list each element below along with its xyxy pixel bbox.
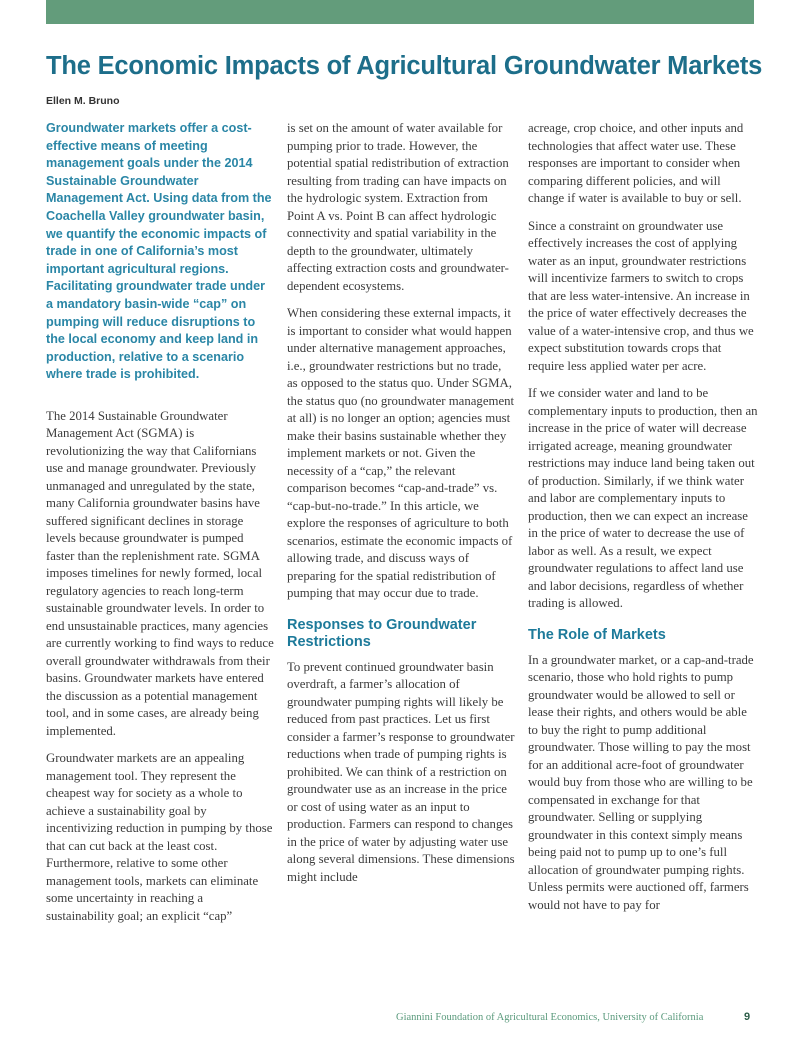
section-heading-role-of-markets: The Role of Markets [528, 626, 666, 643]
section-heading-responses: Responses to Groundwater Restrictions [287, 616, 477, 650]
paragraph: In a groundwater market, or a cap-and-trade scenario, those who hold rights to pump groundwater would be allowed to sell or lease their rights, and others would be able to buy the right to pump additional groundwater. Those willing to pay the most for an additional acre-foot of groundwater would buy from those who are willing to be compensated in exchange for that groundwater. Selling or supplying groundwater in this context simply means being paid not to pump up to one’s full allocation of groundwater pumping rights. Unless permits were auctioned off, farmers would not have to pay for [528, 652, 754, 912]
abstract: Groundwater markets offer a cost-effective means of meeting management goals under the 2014 Sustainable Groundwater Management Act. Using data from the Coachella Valley groundwater basin, we quantify the economic impacts of trade in one of California’s most important agricultural regions. Facilitating groundwater trade under a mandatory basin-wide “cap” on pumping will reduce disruptions to the local economy and keep land in production, relative to a scenario where trade is prohibited. [46, 121, 272, 382]
column-3 [528, 120, 760, 924]
page-number: 9 [744, 1011, 751, 1023]
article-title: The Economic Impacts of Agricultural Groundwater Markets [46, 52, 763, 80]
paragraph: If we consider water and land to be complementary inputs to production, then an increase in the price of water will decrease irrigated acreage, meaning groundwater restrictions may induce land being taken out of production. Similarly, if we think water and labor are complementary inputs to production, then we can expect an increase in the price of water to decrease the use of labor as well. As a result, we expect groundwater regulations to affect land use and labor decisions, regardless of whether trading is allowed. [528, 386, 758, 610]
paragraph: is set on the amount of water available for pumping prior to trade. However, the potential spatial redistribution of extraction resulting from trading can have impacts on the hydrologic system. Extraction from Point A vs. Point B can affect hydrologic connectivity and spatial variability in the depth to the groundwater, ultimately affecting extraction costs and groundwater-dependent ecosystems. [287, 121, 509, 293]
paragraph: When considering these external impacts, it is important to consider what would happen under alternative management approaches, i.e., groundwater restrictions but no trade, as opposed to the status quo. Under SGMA, the status quo (no groundwater management at all) is no longer an option; agencies must make their basins sustainable whether they implement markets or not. Given the necessity of a “cap,” the relevant comparison becomes “cap-and-trade” vs. “cap-but-no-trade.” In this article, we explore the responses of agriculture to both scenarios, estimate the economic impacts of allowing trade, and discuss ways of preparing for the spatial redistribution of pumping that may occur due to trade. [287, 306, 515, 600]
footer-publisher: Giannini Foundation of Agricultural Economics, University of California [396, 1012, 704, 1023]
paragraph: To prevent continued groundwater basin overdraft, a farmer’s allocation of groundwater pumping rights will likely be reduced from past practices. Let us first consider a farmer’s response to groundwater reductions when trade of pumping rights is prohibited. We can think of a restriction on groundwater use as an increase in the price or cost of using water as an input to production. Farmers can respond to changes in the price of water by adjusting water use along several dimensions. These dimensions might include [287, 659, 515, 884]
paragraph: Groundwater markets are an appealing management tool. They represent the cheapest way for society as a whole to achieve a sustainability goal by incentivizing reduction in pumping by those that can cut back at the least cost. Furthermore, relative to some other management tools, markets can eliminate some uncertainty in reaching a sustainability goal; an explicit “cap” [46, 751, 273, 923]
paragraph: acreage, crop choice, and other inputs and technologies that affect water use. These responses are important to consider when comparing different policies, and will change if water is available to buy or sell. [528, 121, 744, 205]
paragraph: The 2014 Sustainable Groundwater Management Act (SGMA) is revolutionizing the way that Californians use and manage groundwater. Previously unmanaged and unregulated by the state, many California groundwater basins have suffered significant declines in storage levels because groundwater is pumped faster than the replenishment rate. SGMA imposes timelines for newly formed, local regulatory agencies to reach long-term sustainable groundwater levels. In order to end unsustainable practices, many agencies are currently working to find ways to reduce overall groundwater withdrawals from their basins. Groundwater markets have entered the discussion as a potential management tool, and in some cases, are already being implemented. [46, 408, 274, 738]
paragraph: Since a constraint on groundwater use effectively increases the cost of applying water as an input, groundwater restrictions will incentivize farmers to switch to crops that are less water-intensive. An increase in the price of water effectively decreases the value of a water-intensive crop, and thus we expect substitution towards crops that require less applied water per acre. [528, 218, 754, 373]
column-1 [46, 120, 274, 935]
column-2 [287, 120, 515, 896]
article-author: Ellen M. Bruno [46, 95, 120, 107]
header-banner [46, 0, 754, 24]
